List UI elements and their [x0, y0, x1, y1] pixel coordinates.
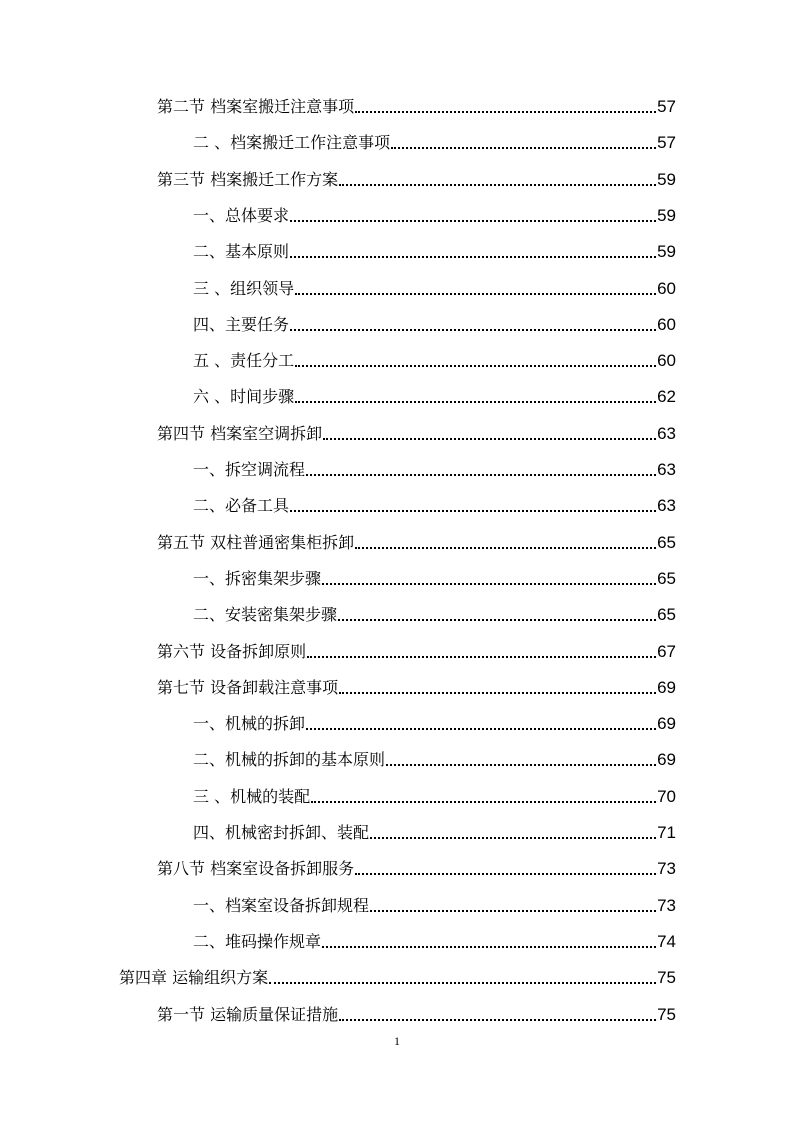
toc-entry-page: 59 [657, 169, 676, 189]
toc-entry[interactable] [193, 893, 676, 919]
toc-entry-title: 第八节 档案室设备拆卸服务 [157, 859, 355, 879]
dot-leader [311, 784, 656, 810]
toc-entry[interactable] [193, 493, 676, 519]
page-number: 1 [394, 1034, 400, 1048]
dot-leader [355, 530, 656, 556]
dot-leader [322, 929, 656, 955]
toc-entry-page: 75 [657, 1004, 676, 1024]
dot-leader [323, 421, 656, 447]
toc-entry-title: 四、主要任务 [193, 314, 290, 334]
toc-entry-title: 三 、机械的装配 [193, 786, 311, 806]
toc-entry-page: 65 [657, 568, 676, 588]
toc-entry-title: 第七节 设备卸载注意事项 [157, 677, 339, 697]
toc-entry[interactable] [157, 1002, 676, 1028]
toc-entry-page: 63 [657, 460, 676, 479]
toc-entry[interactable] [157, 94, 676, 120]
dot-leader [339, 167, 656, 193]
toc-entry-page: 69 [657, 677, 676, 697]
toc-entry-title: 一、总体要求 [193, 205, 290, 225]
toc-entry[interactable] [157, 639, 676, 665]
toc-entry-title: 第二节 档案室搬迁注意事项 [157, 97, 355, 116]
toc-entry-title: 一、拆密集架步骤 [193, 568, 322, 588]
toc-entry-title: 第四节 档案室空调拆卸 [157, 423, 323, 443]
dot-leader [290, 239, 656, 265]
toc-entry-page: 59 [657, 242, 676, 262]
toc-entry-title: 第五节 双柱普通密集柜拆卸 [157, 532, 355, 552]
toc-entry-page: 67 [657, 641, 676, 661]
toc-entry-page: 69 [657, 750, 676, 770]
toc-entry[interactable] [193, 784, 676, 810]
toc-entry[interactable] [157, 421, 676, 447]
toc-entry-page: 75 [657, 968, 676, 988]
toc-entry-title: 二、堆码操作规章 [193, 931, 322, 951]
toc-entry-page: 60 [657, 314, 676, 334]
toc-entry-page: 73 [657, 859, 676, 879]
toc-entry[interactable] [193, 929, 676, 955]
toc-entry-title: 二 、档案搬迁工作注意事项 [193, 133, 391, 153]
toc-entry[interactable] [157, 530, 676, 556]
toc-entry-title: 第一节 运输质量保证措施 [157, 1004, 339, 1024]
toc-entry[interactable] [157, 675, 676, 701]
toc-entry-title: 二、机械的拆卸的基本原则 [193, 750, 386, 770]
toc-entry-page: 62 [657, 387, 676, 407]
dot-leader [306, 457, 656, 483]
toc-entry-page: 71 [657, 823, 676, 842]
toc-entry-page: 73 [657, 895, 676, 915]
toc-entry-title: 第三节 档案搬迁工作方案 [157, 169, 339, 189]
toc-entry[interactable] [193, 239, 676, 265]
toc-entry-title: 一、拆空调流程 [193, 460, 306, 479]
toc-entry[interactable] [157, 856, 676, 882]
toc-entry[interactable] [157, 167, 676, 193]
toc-entry-title: 二、基本原则 [193, 242, 290, 262]
dot-leader [269, 965, 656, 991]
dot-leader [355, 94, 656, 120]
toc-entry[interactable] [193, 384, 676, 410]
toc-entry[interactable] [119, 965, 676, 991]
toc-entry[interactable] [193, 276, 676, 302]
toc-entry-title: 三 、组织领导 [193, 278, 295, 298]
toc-entry-title: 二、安装密集架步骤 [193, 605, 338, 625]
toc-entry-title: 一、档案室设备拆卸规程 [193, 895, 370, 915]
dot-leader [290, 312, 656, 338]
dot-leader [370, 820, 656, 846]
toc-entry[interactable] [193, 348, 676, 374]
dot-leader [386, 747, 656, 773]
toc-entry-page: 69 [657, 714, 676, 734]
toc-entry[interactable] [193, 711, 676, 737]
dot-leader [295, 384, 656, 410]
toc-entry-page: 60 [657, 351, 676, 371]
toc-entry[interactable] [193, 130, 676, 156]
dot-leader [338, 602, 656, 628]
toc-entry-page: 63 [657, 423, 676, 443]
toc-entry-page: 74 [657, 931, 676, 951]
dot-leader [306, 711, 656, 737]
toc-entry-title: 第四章 运输组织方案 [119, 968, 269, 988]
toc-entry-title: 第六节 设备拆卸原则 [157, 641, 307, 661]
dot-leader [355, 856, 656, 882]
toc-entry[interactable] [193, 203, 676, 229]
toc-entry[interactable] [193, 747, 676, 773]
toc-entry[interactable] [193, 566, 676, 592]
toc-entry-title: 二、必备工具 [193, 496, 290, 516]
toc-entry-title: 一、机械的拆卸 [193, 714, 306, 734]
dot-leader [295, 348, 656, 374]
dot-leader [391, 130, 656, 156]
toc-entry-title: 四、机械密封拆卸、装配 [193, 823, 370, 842]
toc-entry-page: 59 [657, 205, 676, 225]
dot-leader [290, 493, 656, 519]
dot-leader [370, 893, 656, 919]
toc-entry[interactable] [193, 820, 676, 846]
toc-entry-page: 60 [657, 278, 676, 298]
toc-entry-page: 57 [657, 97, 676, 116]
dot-leader [290, 203, 656, 229]
dot-leader [339, 1002, 656, 1028]
toc-entry-page: 63 [657, 496, 676, 516]
toc-entry-title: 六 、时间步骤 [193, 387, 295, 407]
toc-entry[interactable] [193, 312, 676, 338]
toc-entry-page: 70 [657, 786, 676, 806]
toc-entry[interactable] [193, 602, 676, 628]
dot-leader [322, 566, 656, 592]
dot-leader [339, 675, 656, 701]
dot-leader [307, 639, 656, 665]
toc-entry-page: 65 [657, 532, 676, 552]
toc-entry[interactable] [193, 457, 676, 483]
toc-entry-page: 65 [657, 605, 676, 625]
toc-entry-title: 五 、责任分工 [193, 351, 295, 371]
toc-entry-page: 57 [657, 133, 676, 153]
dot-leader [295, 276, 656, 302]
